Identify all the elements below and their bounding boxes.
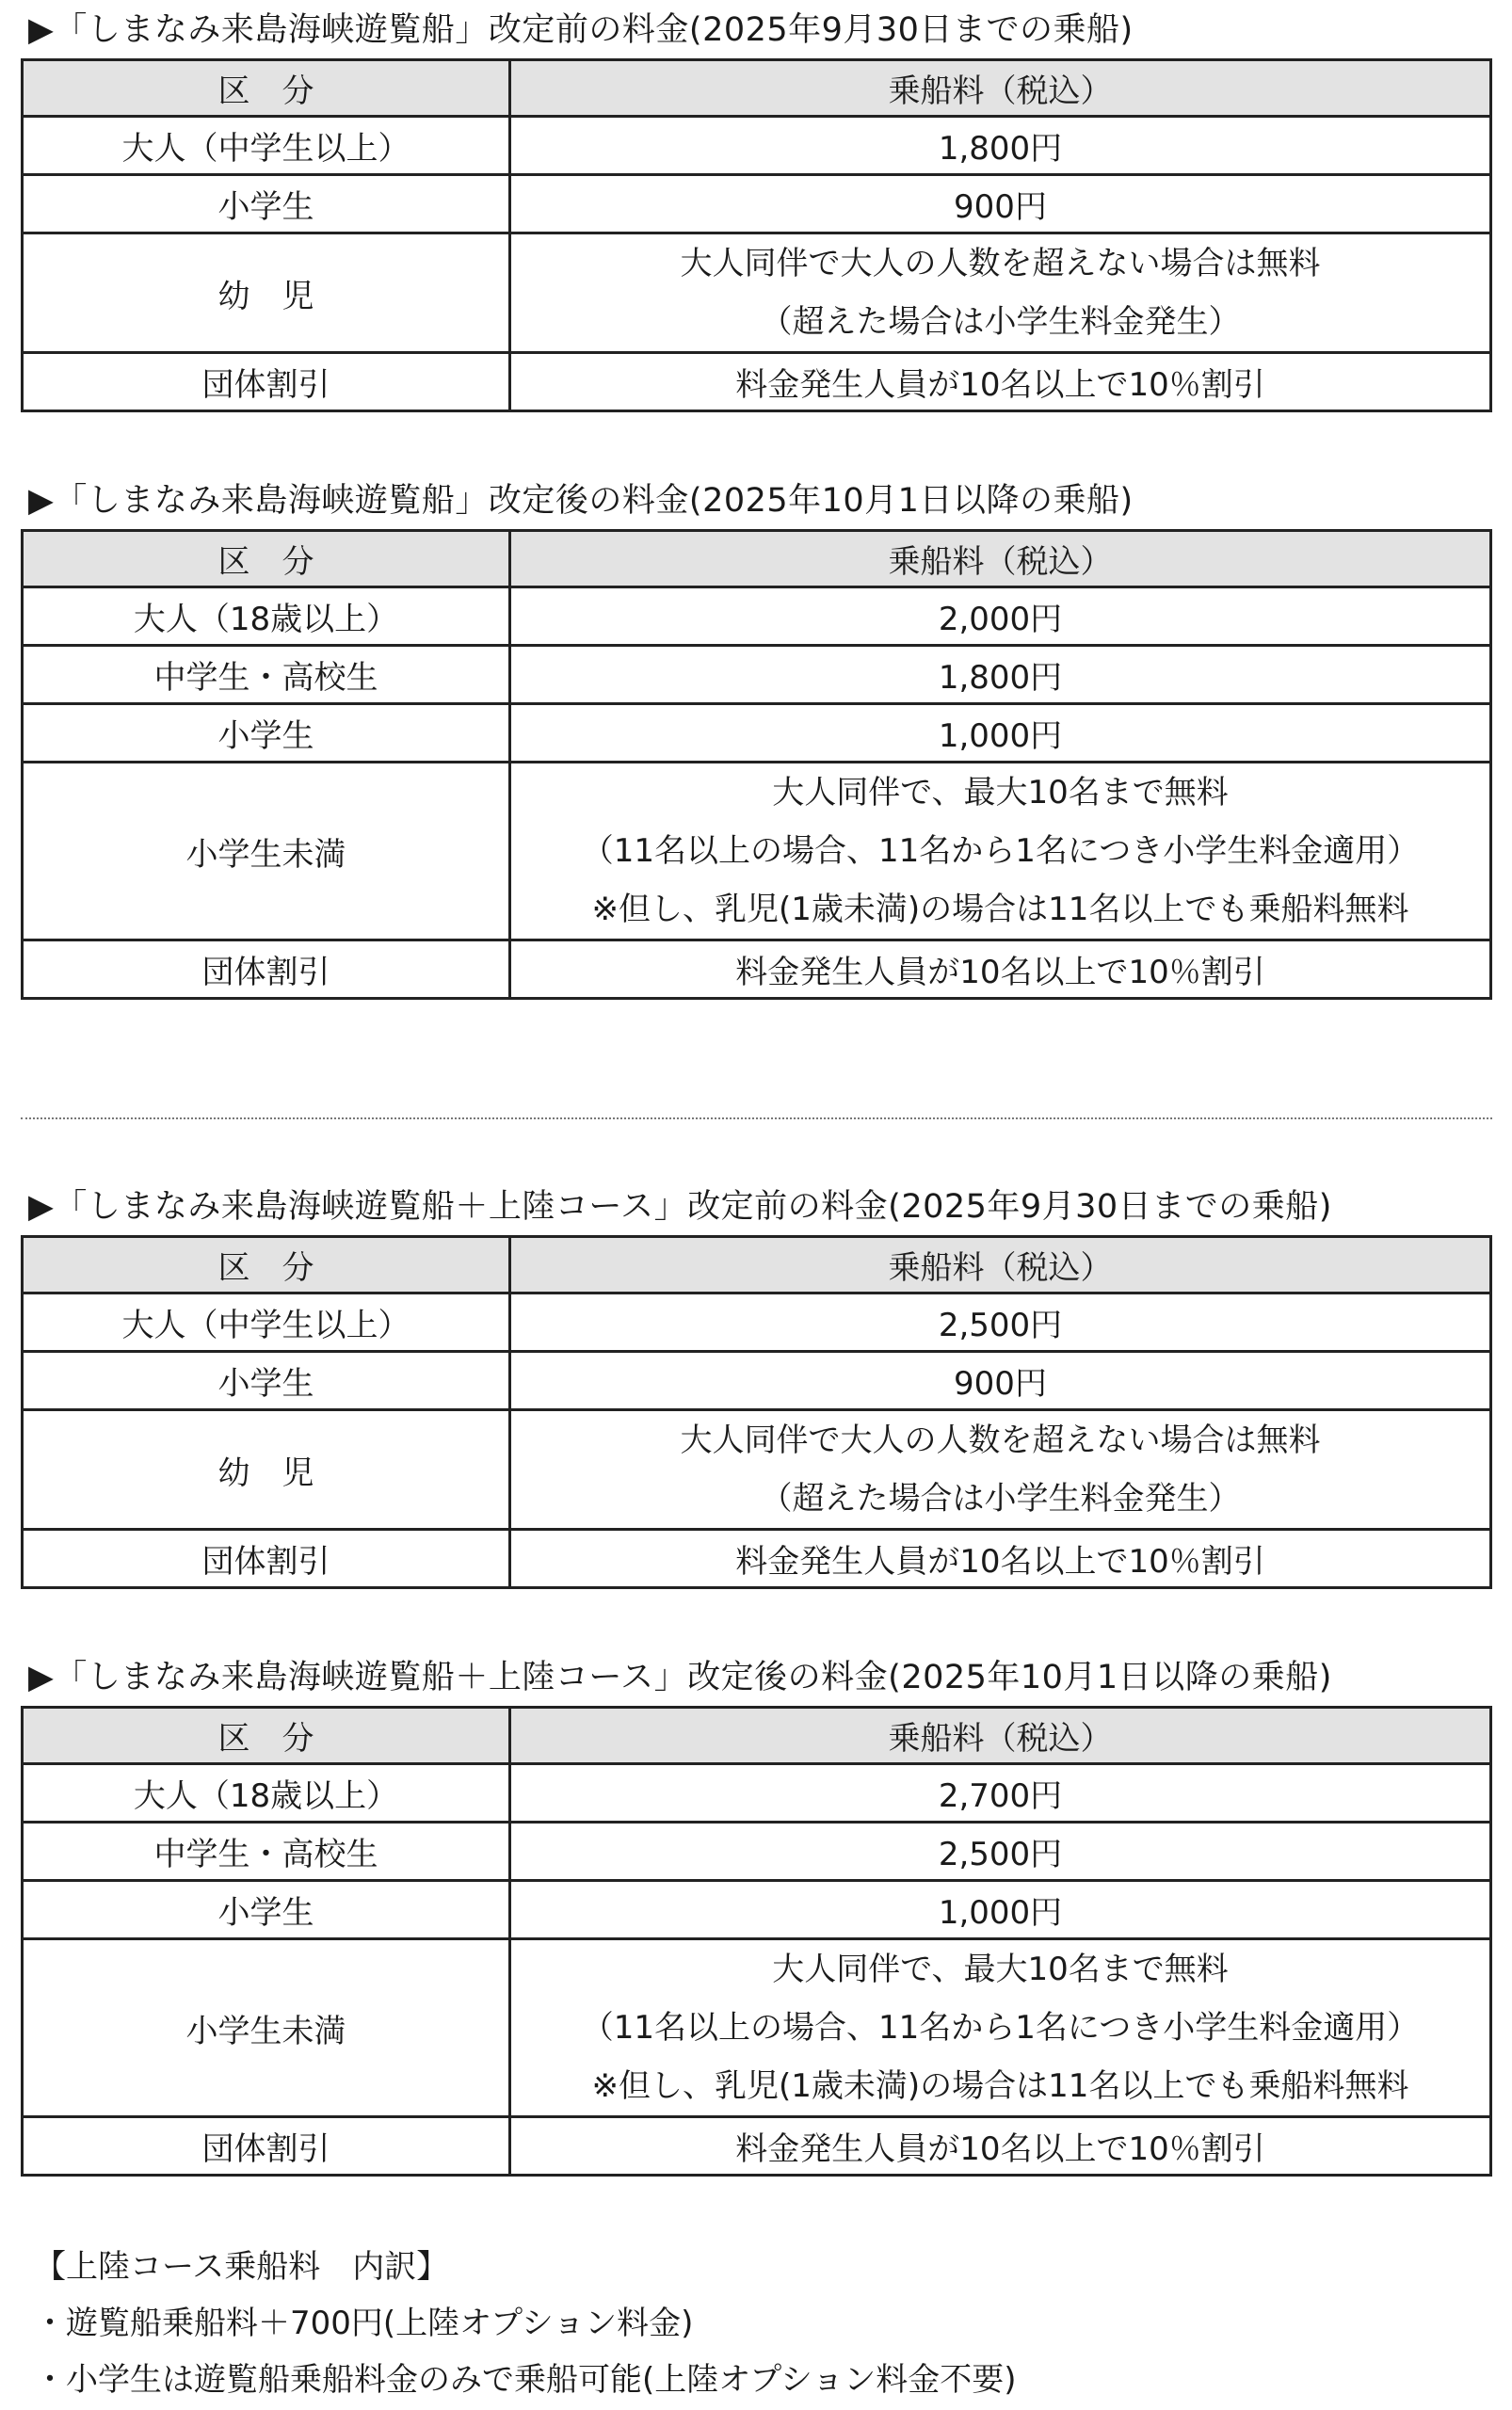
price-line: 大人同伴で大人の人数を超えない場合は無料 [680, 1422, 1321, 1459]
category-cell: 大人（18歳以上） [23, 1764, 510, 1823]
price-cell: 1,800円 [510, 117, 1491, 175]
price-cell: 900円 [510, 175, 1491, 233]
price-cell: 2,700円 [510, 1764, 1491, 1823]
table-row [23, 117, 1491, 175]
category-cell: 小学生 [23, 1352, 510, 1410]
price-cell: 1,000円 [510, 704, 1491, 763]
landing-course-notes [34, 2239, 1016, 2408]
table-row [23, 1530, 1491, 1588]
table-header-row [23, 1237, 1491, 1293]
category-cell: 団体割引 [23, 2117, 510, 2176]
fare-table [21, 58, 1492, 412]
category-cell: 大人（中学生以上） [23, 117, 510, 175]
table-row [23, 587, 1491, 646]
price-line: （超えた場合は小学生料金発生） [760, 303, 1241, 341]
price-cell: 2,500円 [510, 1293, 1491, 1352]
price-header: 乗船料（税込） [510, 531, 1491, 587]
table-row [23, 1823, 1491, 1881]
price-line: 大人同伴で大人の人数を超えない場合は無料 [680, 245, 1321, 282]
fare-table [21, 1706, 1492, 2177]
fare-table-heading: ▶「しまなみ来島海峡遊覧船」改定前の料金(2025年9月30日までの乗船) [28, 11, 1134, 49]
notes-title: 【上陸コース乗船料 内訳】 [34, 2248, 449, 2286]
table-row [23, 1881, 1491, 1939]
note-item: ・遊覧船乗船料＋700円(上陸オプション料金) [34, 2305, 694, 2342]
section-divider [21, 1117, 1492, 1119]
fare-table-heading: ▶「しまなみ来島海峡遊覧船」改定後の料金(2025年10月1日以降の乗船) [28, 482, 1134, 520]
price-cell [510, 1410, 1491, 1530]
price-line: （11名以上の場合、11名から1名につき小学生料金適用） [581, 2009, 1420, 2047]
category-cell: 大人（18歳以上） [23, 587, 510, 646]
price-line: 大人同伴で、最大10名まで無料 [772, 774, 1229, 811]
price-header: 乗船料（税込） [510, 1708, 1491, 1764]
price-cell: 料金発生人員が10名以上で10％割引 [510, 1530, 1491, 1588]
price-line: （超えた場合は小学生料金発生） [760, 1480, 1241, 1518]
category-cell: 小学生 [23, 704, 510, 763]
table-row [23, 1939, 1491, 2117]
category-cell: 中学生・高校生 [23, 1823, 510, 1881]
category-header: 区 分 [23, 531, 510, 587]
table-row [23, 1410, 1491, 1530]
category-header: 区 分 [23, 1708, 510, 1764]
price-cell [510, 1939, 1491, 2117]
category-cell: 団体割引 [23, 1530, 510, 1588]
fare-table [21, 529, 1492, 1000]
table-header-row [23, 531, 1491, 587]
category-cell: 団体割引 [23, 940, 510, 999]
note-item: ・小学生は遊覧船乗船料金のみで乗船可能(上陸オプション料金不要) [34, 2361, 1017, 2399]
fare-table-heading: ▶「しまなみ来島海峡遊覧船＋上陸コース」改定前の料金(2025年9月30日までの乗船) [28, 1188, 1332, 1226]
table-row [23, 2117, 1491, 2176]
price-cell: 900円 [510, 1352, 1491, 1410]
price-line: 大人同伴で、最大10名まで無料 [772, 1951, 1229, 1988]
price-cell [510, 763, 1491, 940]
table-row [23, 646, 1491, 704]
table-row [23, 1352, 1491, 1410]
fare-table-heading: ▶「しまなみ来島海峡遊覧船＋上陸コース」改定後の料金(2025年10月1日以降の乗船) [28, 1659, 1332, 1696]
category-cell: 大人（中学生以上） [23, 1293, 510, 1352]
category-cell: 幼 児 [23, 1410, 510, 1530]
table-row [23, 704, 1491, 763]
table-row [23, 1764, 1491, 1823]
price-line: ※但し、乳児(1歳未満)の場合は11名以上でも乗船料無料 [591, 2067, 1409, 2105]
price-cell: 料金発生人員が10名以上で10％割引 [510, 353, 1491, 411]
category-cell: 団体割引 [23, 353, 510, 411]
category-cell: 小学生未満 [23, 763, 510, 940]
table-row [23, 233, 1491, 353]
table-header-row [23, 1708, 1491, 1764]
category-cell: 幼 児 [23, 233, 510, 353]
price-cell: 1,800円 [510, 646, 1491, 704]
price-header: 乗船料（税込） [510, 60, 1491, 117]
price-line: ※但し、乳児(1歳未満)の場合は11名以上でも乗船料無料 [591, 891, 1409, 928]
table-row [23, 940, 1491, 999]
category-header: 区 分 [23, 1237, 510, 1293]
price-cell: 料金発生人員が10名以上で10％割引 [510, 940, 1491, 999]
price-cell: 1,000円 [510, 1881, 1491, 1939]
price-cell: 2,500円 [510, 1823, 1491, 1881]
table-row [23, 353, 1491, 411]
category-cell: 小学生未満 [23, 1939, 510, 2117]
price-header: 乗船料（税込） [510, 1237, 1491, 1293]
category-cell: 小学生 [23, 175, 510, 233]
price-cell: 料金発生人員が10名以上で10％割引 [510, 2117, 1491, 2176]
price-line: （11名以上の場合、11名から1名につき小学生料金適用） [581, 832, 1420, 870]
table-row [23, 1293, 1491, 1352]
category-cell: 中学生・高校生 [23, 646, 510, 704]
category-cell: 小学生 [23, 1881, 510, 1939]
table-header-row [23, 60, 1491, 117]
table-row [23, 175, 1491, 233]
price-cell [510, 233, 1491, 353]
table-row [23, 763, 1491, 940]
category-header: 区 分 [23, 60, 510, 117]
fare-table [21, 1235, 1492, 1589]
price-cell: 2,000円 [510, 587, 1491, 646]
